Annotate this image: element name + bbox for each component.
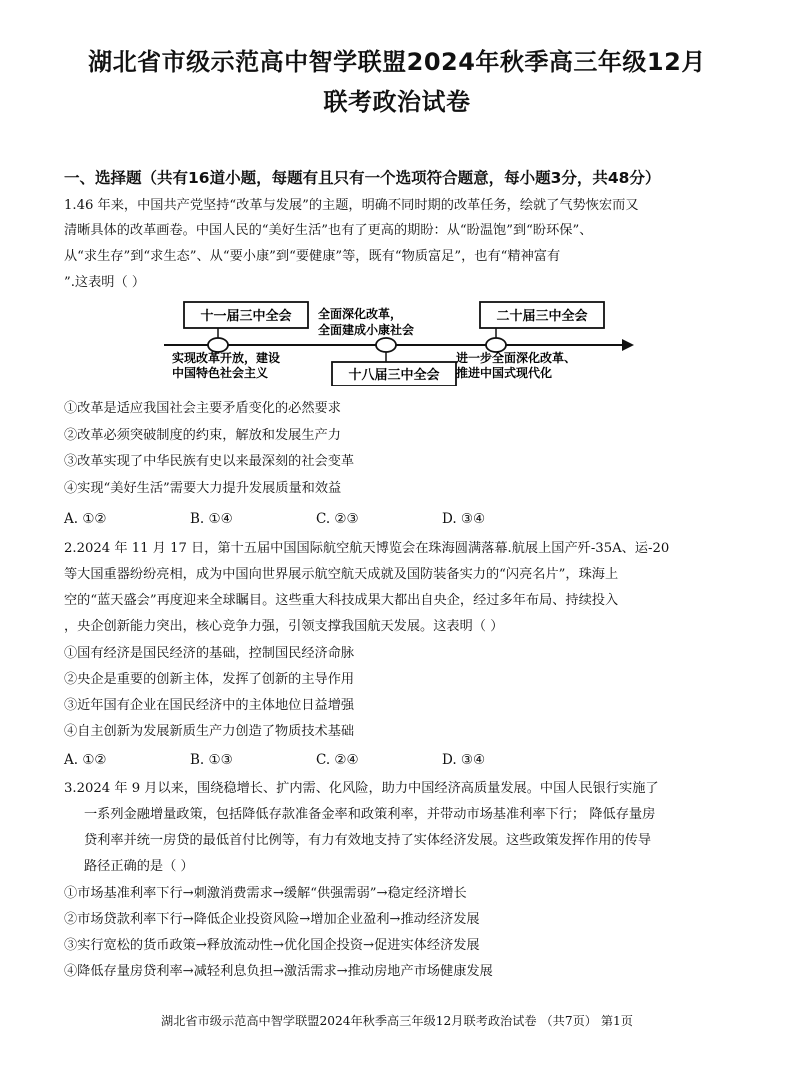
- q2-option-b[interactable]: B. ①③: [190, 752, 233, 768]
- page-footer: 湖北省市级示范高中智学联盟2024年秋季高三年级12月联考政治试卷 （共7页） 第1页: [161, 1014, 633, 1028]
- section-header: 一、选择题（共有16道小题，每题有且只有一个选项符合题意，每小题3分，共48分）: [64, 169, 661, 187]
- q1-option-a[interactable]: A. ①②: [64, 511, 107, 527]
- q3-line-3: 贷利率并统一房贷的最低首付比例等，有力有效地支持了实体经济发展。这些政策发挥作用的传导: [84, 833, 652, 848]
- q1-statement-4: ④实现“美好生活”需要大力提升发展质量和效益: [64, 481, 342, 496]
- q2-line-1: 2.2024 年 11 月 17 日，第十五届中国国际航空航天博览会在珠海圆满落幕.航展上国产歼-35A、运-20: [64, 541, 670, 556]
- q2-option-d[interactable]: D. ③④: [442, 752, 486, 768]
- label-mid-top-1: 全面深化改革，: [318, 307, 403, 321]
- box-eleventh-plenum-label: 十一届三中全会: [200, 309, 292, 324]
- label-left-2: 中国特色社会主义: [172, 366, 269, 380]
- q3-line-1: 3.2024 年 9 月以来，围绕稳增长、扩内需、化风险，助力中国经济高质量发展。中国人民银行实施了: [64, 781, 659, 796]
- q1-line-4: ”.这表明（ ）: [64, 275, 146, 290]
- q3-line-4: 路径正确的是（ ）: [84, 859, 194, 874]
- label-right-2: 推进中国式现代化: [456, 366, 553, 380]
- q3-statement-3: ③实行宽松的货币政策→释放流动性→优化国企投资→促进实体经济发展: [64, 938, 480, 953]
- label-right-1: 进一步全面深化改革、: [456, 351, 577, 365]
- q1-option-b[interactable]: B. ①④: [190, 511, 233, 527]
- q3-statement-1: ①市场基准利率下行→刺激消费需求→缓解“供强需弱”→稳定经济增长: [64, 886, 467, 901]
- timeline-arrowhead-icon: [622, 339, 634, 351]
- q2-options: [64, 752, 568, 768]
- q2-option-a[interactable]: A. ①②: [64, 752, 107, 768]
- q2-statement-2: ②央企是重要的创新主体，发挥了创新的主导作用: [64, 672, 355, 687]
- q1-line-1: 1.46 年来，中国共产党坚持“改革与发展”的主题，明确不同时期的改革任务，绘就了气势恢宏而又: [64, 198, 639, 213]
- page-title-line2: 联考政治试卷: [323, 88, 471, 116]
- q2-statement-3: ③近年国有企业在国民经济中的主体地位日益增强: [64, 698, 355, 713]
- box-twentieth-plenum-label: 二十届三中全会: [496, 309, 588, 324]
- timeline-node-1: [208, 338, 228, 352]
- q2-line-2: 等大国重器纷纷亮相，成为中国向世界展示航空航天成就及国防装备实力的“闪亮名片”，珠海上: [64, 567, 619, 582]
- page-title-line1: 湖北省市级示范高中智学联盟2024年秋季高三年级12月: [88, 48, 706, 76]
- q1-line-3: 从“求生存”到“求生态”、从“要小康”到“要健康”等，既有“物质富足”，也有“精神富有: [64, 249, 561, 264]
- box-eighteenth-plenum-label: 十八届三中全会: [348, 368, 440, 383]
- q2-option-c[interactable]: C. ②④: [316, 752, 359, 768]
- timeline-node-3: [486, 338, 506, 352]
- q1-statement-3: ③改革实现了中华民族有史以来最深刻的社会变革: [64, 454, 355, 469]
- q2-line-4: ，央企创新能力突出，核心竞争力强，引领支撑我国航天发展。这表明（ ）: [64, 619, 504, 634]
- q2-statement-4: ④自主创新为发展新质生产力创造了物质技术基础: [64, 724, 355, 739]
- reform-timeline-diagram: [160, 298, 640, 386]
- timeline-node-2: [376, 338, 396, 352]
- q1-statement-1: ①改革是适应我国社会主要矛盾变化的必然要求: [64, 401, 341, 416]
- q1-options: [64, 511, 568, 527]
- q3-statement-4: ④降低存量房贷利率→减轻利息负担→激活需求→推动房地产市场健康发展: [64, 964, 493, 979]
- q1-option-d[interactable]: D. ③④: [442, 511, 486, 527]
- q2-line-3: 空的“蓝天盛会”再度迎来全球瞩目。这些重大科技成果大都出自央企，经过多年布局、持续投入: [64, 593, 619, 608]
- label-mid-top-2: 全面建成小康社会: [318, 323, 415, 337]
- q2-statement-1: ①国有经济是国民经济的基础，控制国民经济命脉: [64, 646, 355, 661]
- q3-line-2: 一系列金融增量政策，包括降低存款准备金率和政策利率，并带动市场基准利率下行； 降低存量房: [84, 807, 656, 822]
- q1-line-2: 清晰具体的改革画卷。中国人民的“美好生活”也有了更高的期盼：从“盼温饱”到“盼环保”、: [64, 223, 593, 238]
- q3-statement-2: ②市场贷款利率下行→降低企业投资风险→增加企业盈利→推动经济发展: [64, 912, 480, 927]
- q1-option-c[interactable]: C. ②③: [316, 511, 359, 527]
- label-left-1: 实现改革开放，建设: [172, 351, 281, 365]
- q1-statement-2: ②改革必须突破制度的约束，解放和发展生产力: [64, 428, 341, 443]
